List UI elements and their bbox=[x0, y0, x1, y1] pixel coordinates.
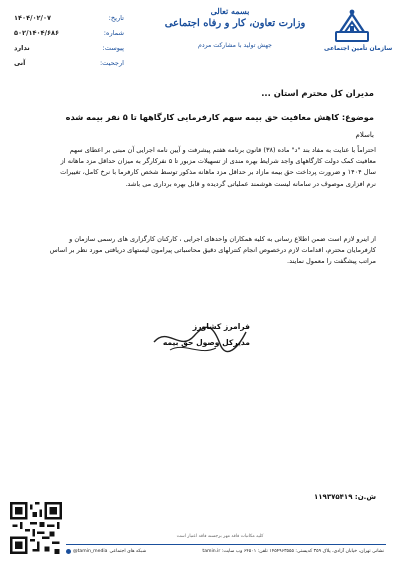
tamin-logo-icon bbox=[332, 8, 372, 44]
social-handle[interactable]: @tamin_media bbox=[73, 549, 108, 554]
organization-name: سازمان تأمین اجتماعی bbox=[324, 45, 393, 52]
slogan: جهش تولید با مشارکت مردم bbox=[197, 42, 272, 49]
paragraph-1 bbox=[22, 145, 376, 190]
signatory-title: مدیرکل وصول حق بیمه bbox=[162, 338, 250, 347]
letter-meta bbox=[14, 10, 124, 70]
meta-priority bbox=[14, 55, 124, 70]
basmala: بسمه تعالی bbox=[210, 6, 250, 16]
paragraph-line: احتراماً با عنایت به مفاد بند "د" ماده (۳۸) قانون برنامه هفتم پیشرفت و آیین نامه اجرایی آن مبنی بر اعطای سهم bbox=[69, 146, 376, 154]
paragraph-line: معافیت کمک دولت کارگاههای واجد شرایط بهره مندی از تسهیلات مزبور تا ۵ نفرکارگر به میزان حداقل مزد ماهانه از bbox=[60, 157, 376, 166]
date-value: ۱۴۰۴/۰۲/۰۷ bbox=[14, 13, 52, 22]
attachment-value: ندارد bbox=[14, 43, 30, 52]
social-media-icon bbox=[66, 549, 71, 554]
priority-label: ارجحیت: bbox=[99, 58, 124, 67]
meta-date bbox=[14, 10, 124, 25]
social-media bbox=[66, 549, 146, 554]
signatory-name: فرامرز کشاورز bbox=[192, 322, 250, 331]
footer-divider bbox=[66, 544, 386, 545]
organization-logo bbox=[324, 8, 393, 52]
greeting: باسلام bbox=[355, 131, 374, 139]
meta-attachment bbox=[14, 40, 124, 55]
number-value: ۵۰۲/۱۴۰۴/۶۸۶ bbox=[14, 28, 60, 37]
paragraph-line: مراتب پیشگفت را معمول نمایند. bbox=[287, 257, 376, 266]
social-label: شبکه های اجتماعی bbox=[109, 549, 147, 554]
date-label: تاریخ: bbox=[108, 13, 124, 22]
ministry-name: وزارت تعاون، کار و رفاه اجتماعی bbox=[164, 18, 306, 29]
subject: موضوع: کاهش معافیت حق بیمه سهم کارفرمایی کارگاهها تا ۵ نفر بیمه شده bbox=[65, 112, 374, 122]
paragraph-line: نرم افزاری موصوف در سامانه لیست هوشمند عملیاتی گردیده و قابل بهره برداری می باشد. bbox=[125, 179, 376, 188]
priority-value: آنی bbox=[14, 58, 26, 67]
attachment-label: پیوست: bbox=[102, 43, 124, 52]
tracking-number: ش.ن: ۱۱۹۳۷۵۴۱۹ bbox=[314, 493, 376, 501]
paragraph-2 bbox=[22, 234, 376, 268]
qr-code-icon bbox=[10, 502, 62, 554]
organization-address: نشانی تهران، خیابان آزادی، پلاک ۳۵۹ کدپستی: ۱۴۵۴۹۶۳۵۵۵ تلفن: ۶۴۵۰۱ وب سایت: tamin.ir bbox=[202, 549, 384, 554]
recipient: مدیران کل محترم استان ... bbox=[261, 88, 374, 98]
signature-block bbox=[150, 322, 250, 358]
meta-number bbox=[14, 25, 124, 40]
embossed-seal-notice: کلیه مکاتبات فاقد مهر برجسته فاقد اعتبار است bbox=[176, 534, 264, 539]
paragraph-line: سال ۱۴۰۴ و ضرورت پرداخت حق بیمه مازاد بر حداقل مزد ماهانه مذکور توسط شخص کارفرما با نرخ کامل، تغییرات bbox=[60, 168, 376, 177]
paragraph-line: از اینرو لازم است ضمن اطلاع رسانی به کلیه همکاران واحدهای اجرایی ، کارکنان کارگزاری های رسمی سازمان و bbox=[69, 235, 376, 243]
paragraph-line: کارفرمایان محترم، اقدامات لازم درخصوص انجام کنترلهای دقیق محاسباتی پیرامون لیستهای دریافتی مورد نظر بر اساس bbox=[49, 246, 376, 255]
number-label: شماره: bbox=[103, 28, 124, 37]
